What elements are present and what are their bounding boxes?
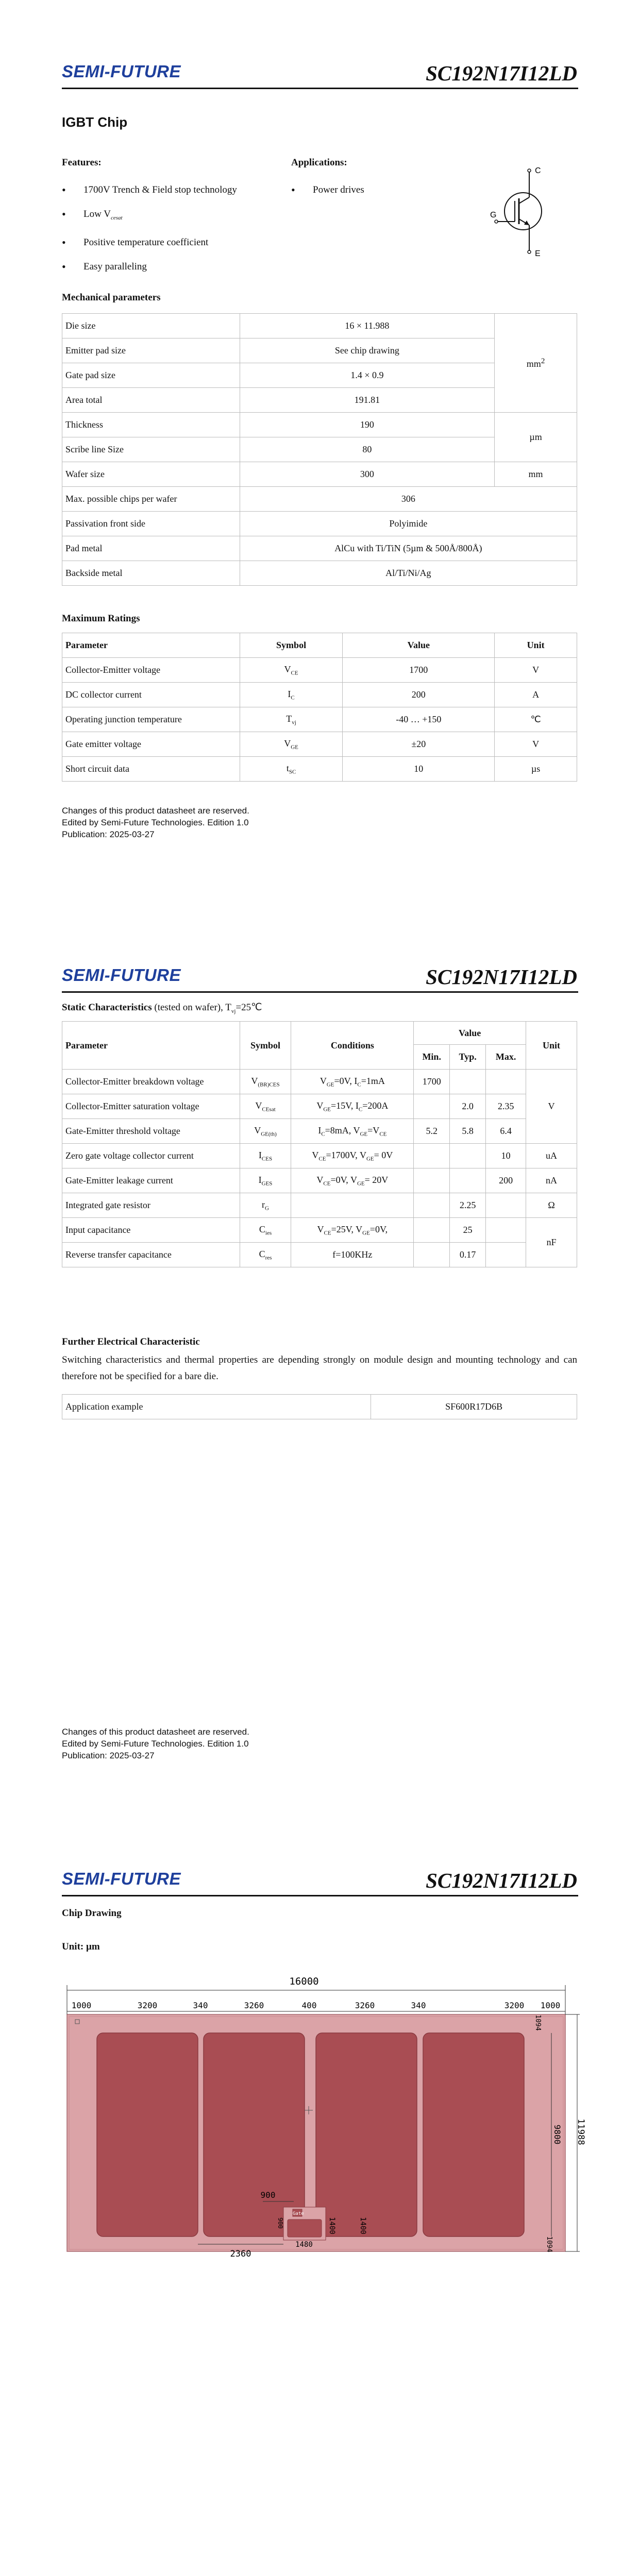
table-header-row: Min. Typ. Max. bbox=[62, 1045, 577, 1070]
features-heading: Features: bbox=[62, 157, 102, 168]
dim-top: 340 bbox=[193, 2001, 208, 2010]
table-header-row: Parameter Symbol Conditions Value Unit bbox=[62, 1022, 577, 1045]
applications-heading: Applications: bbox=[291, 157, 347, 168]
table-row: Reverse transfer capacitance $C_{res}$ f=100KHz 0.17 bbox=[62, 1243, 577, 1267]
unit-label: Unit: µm bbox=[62, 1941, 100, 1952]
table-row: Gate-Emitter leakage current $I_{GES}$ $V_{CE}=0V$, $V_{GE}= 20V$ 200 nA bbox=[62, 1168, 577, 1193]
table-row: Passivation front side Polyimide bbox=[62, 512, 577, 536]
dim-gate-side: 900 bbox=[277, 2217, 284, 2229]
feature-item: • Positive temperature coefficient bbox=[62, 230, 237, 255]
gate-label: G bbox=[490, 211, 497, 219]
table-row: Wafer size 300 mm bbox=[62, 462, 577, 487]
table-row: Integrated gate resistor $r_G$ 2.25 Ω bbox=[62, 1193, 577, 1218]
applications-list bbox=[291, 178, 364, 202]
dim-gate-right: 1400 bbox=[328, 2217, 336, 2234]
feature-item: • 1700V Trench & Field stop technology bbox=[62, 178, 237, 202]
page-3 bbox=[0, 1807, 639, 2576]
max-ratings-heading: Maximum Ratings bbox=[62, 613, 140, 624]
table-row: Max. possible chips per wafer 306 bbox=[62, 487, 577, 512]
feature-item: • Easy paralleling bbox=[62, 255, 237, 279]
table-row: Backside metal Al/Ti/Ni/Ag bbox=[62, 561, 577, 586]
part-number: SC192N17I12LD bbox=[426, 965, 577, 989]
dim-top: 3200 bbox=[137, 2001, 158, 2010]
emitter-pad bbox=[204, 2033, 305, 2236]
part-number: SC192N17I12LD bbox=[426, 61, 577, 85]
table-row: Gate emitter voltage $V_{GE}$ ±20 V bbox=[62, 732, 577, 757]
mechanical-table bbox=[62, 313, 577, 586]
further-heading: Further Electrical Characteristic bbox=[62, 1336, 200, 1347]
page-1 bbox=[0, 0, 639, 904]
dim-top: 340 bbox=[411, 2001, 426, 2010]
dim-top: 3200 bbox=[504, 2001, 525, 2010]
footer: Changes of this product datasheet are reserved. Edited by Semi-Future Technologies. Edition 1.0 Publication: 2025-03-27 bbox=[62, 1727, 249, 1760]
emitter-pad bbox=[97, 2033, 198, 2236]
part-number: SC192N17I12LD bbox=[426, 1869, 577, 1892]
table-row: DC collector current $I_C$ 200 A bbox=[62, 683, 577, 707]
table-row: Short circuit data $t_{SC}$ 10 µs bbox=[62, 757, 577, 782]
dim-right-mid: 9800 bbox=[552, 2124, 562, 2145]
gate-pad-label: Gate bbox=[293, 2211, 304, 2216]
top-dimensions bbox=[72, 2001, 561, 2010]
emitter-pad bbox=[423, 2033, 524, 2236]
dim-top: 1000 bbox=[71, 2001, 92, 2010]
further-text: Switching characteristics and thermal properties are depending strongly on module design and mounting technology and can therefore not be specified for a bare die. bbox=[62, 1354, 577, 1382]
chip-drawing bbox=[57, 1962, 586, 2302]
feature-item: • Low $V_{cesat}$ bbox=[62, 202, 237, 230]
header-rule bbox=[62, 1895, 578, 1896]
header-rule bbox=[62, 991, 578, 993]
table-row: Emitter pad size See chip drawing bbox=[62, 338, 577, 363]
table-row: Collector-Emitter voltage $V_{CE}$ 1700 V bbox=[62, 658, 577, 683]
table-row: Pad metal AlCu with Ti/TiN (5µm & 500Å/800Å) bbox=[62, 536, 577, 561]
igbt-symbol-icon bbox=[487, 162, 554, 260]
table-row: Operating junction temperature $T_{vj}$ -40 … +150 ℃ bbox=[62, 707, 577, 732]
dim-right-top: 1094 bbox=[534, 2014, 542, 2031]
page-2 bbox=[0, 904, 639, 1807]
dim-top: 3260 bbox=[244, 2001, 264, 2010]
dim-gate-height: 1400 bbox=[359, 2217, 367, 2234]
dim-top: 1000 bbox=[540, 2001, 561, 2010]
dim-total-width: 16000 bbox=[289, 1976, 319, 1987]
chip-title: IGBT Chip bbox=[62, 114, 128, 130]
footer: Changes of this product datasheet are reserved. Edited by Semi-Future Technologies. Edition 1.0 Publication: 2025-03-27 bbox=[62, 806, 249, 839]
application-item: • Power drives bbox=[291, 178, 364, 202]
header-rule bbox=[62, 88, 578, 89]
static-heading: Static Characteristics (tested on wafer), $T_{vj}=25℃$ bbox=[62, 1002, 262, 1014]
dim-bottom-left: 2360 bbox=[230, 2249, 251, 2259]
table-row: Gate pad size 1.4 × 0.9 bbox=[62, 363, 577, 388]
dim-right-bottom: 1094 bbox=[545, 2236, 553, 2252]
table-header-row: Parameter Symbol Value Unit bbox=[62, 633, 577, 658]
chip-drawing-heading: Chip Drawing bbox=[62, 1908, 122, 1919]
table-row: Area total 191.81 bbox=[62, 388, 577, 413]
table-row: Input capacitance $C_{ies}$ $V_{CE}=25V$, $V_{GE}=0V$, 25 nF bbox=[62, 1218, 577, 1243]
table-row: Scribe line Size 80 bbox=[62, 437, 577, 462]
company-logo: SEMI-FUTURE bbox=[62, 62, 181, 81]
dim-gate-width: 900 bbox=[260, 2190, 276, 2200]
mechanical-heading: Mechanical parameters bbox=[62, 292, 161, 303]
table-row: Collector-Emitter saturation voltage $V_{CEsat}$ $V_{GE}=15V$, $I_C=200A$ 2.0 2.35 bbox=[62, 1094, 577, 1119]
collector-label: C bbox=[535, 166, 541, 175]
table-row: Zero gate voltage collector current $I_{CES}$ $V_{CE}=1700V$, $V_{GE}= 0V$ 10 uA bbox=[62, 1144, 577, 1168]
table-row: Die size 16 × 11.988 $mm^2$ bbox=[62, 314, 577, 338]
dim-gate-bottom: 1480 bbox=[295, 2241, 313, 2249]
table-row: Thickness 190 µm bbox=[62, 413, 577, 437]
table-row: Gate-Emitter threshold voltage $V_{GE(th)}$ $I_C=8mA$, $V_{GE}=V_{CE}$ 5.2 5.8 6.4 bbox=[62, 1119, 577, 1144]
application-table bbox=[62, 1394, 577, 1419]
emitter-pad bbox=[316, 2033, 417, 2236]
gate-pad bbox=[288, 2219, 322, 2237]
dim-total-height: 11988 bbox=[576, 2119, 586, 2145]
table-row: Application example SF600R17D6B bbox=[62, 1395, 577, 1419]
dim-top: 400 bbox=[301, 2001, 317, 2010]
company-logo: SEMI-FUTURE bbox=[62, 965, 181, 985]
features-list bbox=[62, 178, 237, 279]
static-characteristics-table bbox=[62, 1021, 577, 1267]
max-ratings-table bbox=[62, 633, 577, 782]
table-row: Collector-Emitter breakdown voltage $V_{(BR)CES}$ $V_{GE}=0V$, $I_C=1mA$ 1700 V bbox=[62, 1070, 577, 1094]
dim-top: 3260 bbox=[355, 2001, 375, 2010]
emitter-label: E bbox=[535, 249, 541, 258]
company-logo: SEMI-FUTURE bbox=[62, 1869, 181, 1888]
